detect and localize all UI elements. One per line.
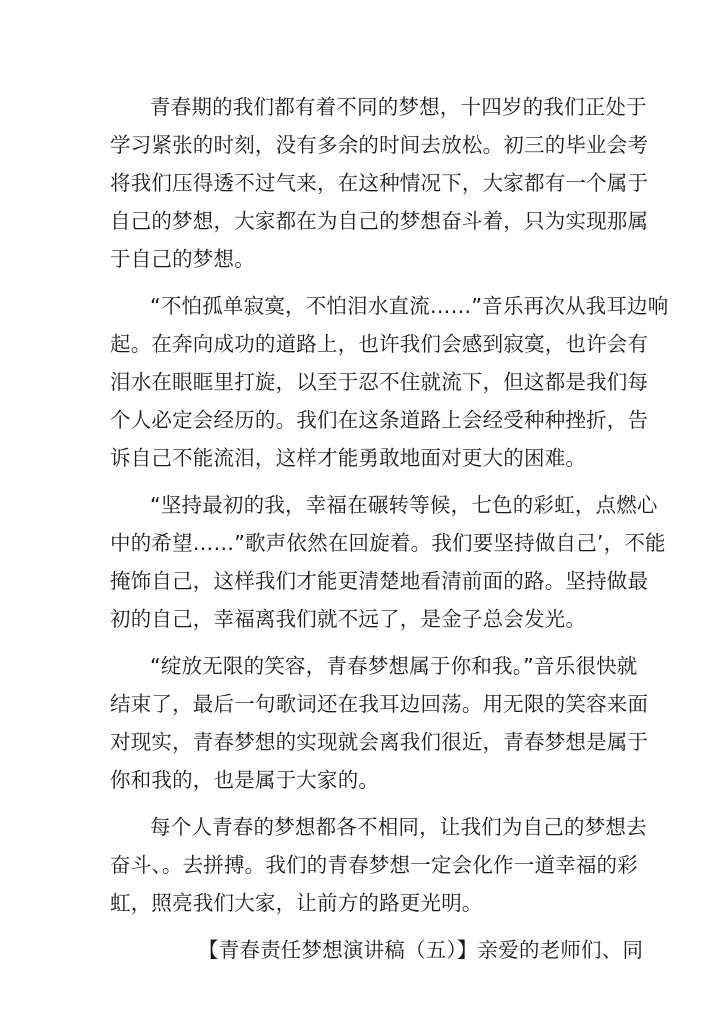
- paragraph-line: 初的自己，幸福离我们就不远了，是金子总会发光。: [110, 607, 587, 631]
- paragraph-line: 你和我的，也是属于大家的。: [110, 768, 380, 792]
- paragraph-line: 对现实，青春梦想的实现就会离我们很近，青春梦想是属于: [110, 730, 649, 754]
- paragraph-line: 中的希望……”歌声依然在回旋着。我们要坚持做自己’，不能: [110, 531, 666, 555]
- paragraph-line: 于自己的梦想。: [110, 247, 255, 271]
- paragraph-4: [110, 647, 649, 799]
- paragraph-5: [110, 808, 647, 922]
- paragraph-2: [110, 287, 669, 477]
- paragraph-line: 学习紧张的时刻，没有多余的时间去放松。初三的毕业会考: [110, 133, 649, 157]
- paragraph-line: 结束了，最后一句歌词还在我耳边回荡。用无限的笑容来面: [110, 692, 649, 716]
- paragraph-line: 自己的梦想，大家都在为自己的梦想奋斗着，只为实现那属: [110, 209, 649, 233]
- paragraph-line: 个人必定会经历的。我们在这条道路上会经受种种挫折，告: [110, 408, 649, 432]
- paragraph-line: 虹，照亮我们大家，让前方的路更光明。: [110, 891, 483, 915]
- paragraph-line: 起。在奔向成功的道路上，也许我们会感到寂寞，也许会有: [110, 332, 649, 356]
- paragraph-line: 泪水在眼眶里打旋，以至于忍不住就流下，但这都是我们每: [110, 370, 649, 394]
- paragraph-1: [110, 88, 649, 278]
- paragraph-line: “绽放无限的笑容，青春梦想属于你和我。”音乐很快就: [150, 654, 638, 678]
- paragraph-line: 每个人青春的梦想都各不相同，让我们为自己的梦想去: [150, 815, 647, 839]
- paragraph-3: [110, 486, 666, 638]
- document-body: [110, 88, 669, 969]
- paragraph-line: 奋斗、。去拼搏。我们的青春梦想一定会化作一道幸福的彩: [110, 853, 638, 877]
- section-title: 【青春责任梦想演讲稿（五）】亲爱的老师们、同: [198, 938, 644, 962]
- paragraph-line: “坚持最初的我，幸福在碾转等候，七色的彩虹，点燃心: [150, 493, 658, 517]
- paragraph-line: 掩饰自己，这样我们才能更清楚地看清前面的路。坚持做最: [110, 569, 649, 593]
- paragraph-line: 将我们压得透不过气来，在这种情况下，大家都有一个属于: [110, 171, 649, 195]
- next-section-heading: [110, 931, 644, 969]
- paragraph-line: “不怕孤单寂寞，不怕泪水直流……”音乐再次从我耳边响: [150, 294, 669, 318]
- paragraph-line: 诉自己不能流泪，这样才能勇敢地面对更大的困难。: [110, 446, 587, 470]
- paragraph-line: 青春期的我们都有着不同的梦想，十四岁的我们正处于: [150, 95, 647, 119]
